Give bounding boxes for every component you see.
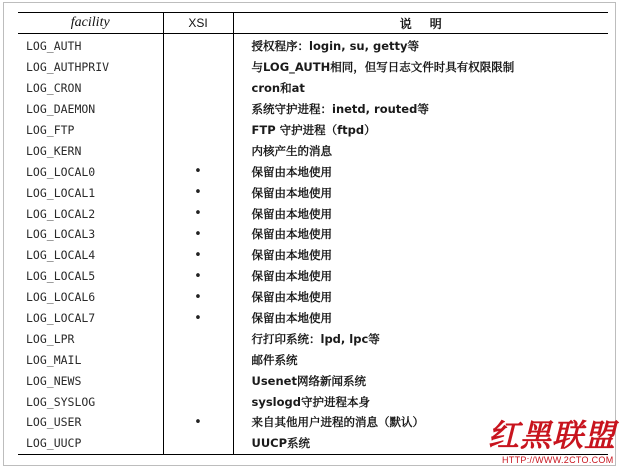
xsi-mark-cell: •: [163, 161, 233, 182]
xsi-mark-cell: •: [163, 308, 233, 329]
description-cell: 授权程序：login, su, getty等: [251, 39, 420, 54]
table-row: [18, 182, 608, 203]
xsi-mark-cell: •: [163, 412, 233, 433]
facility-name-cell: LOG_LOCAL7: [26, 311, 96, 326]
description-cell: 邮件系统: [251, 352, 298, 367]
facility-name-cell: LOG_CRON: [26, 81, 82, 96]
description-cell: 保留由本地使用: [251, 311, 332, 326]
table-row: [18, 308, 608, 329]
description-cell: 来自其他用户进程的消息（默认）: [251, 415, 424, 430]
table-row: [18, 140, 608, 161]
table-header-row: [18, 13, 608, 34]
facility-name-cell: LOG_AUTHPRIV: [26, 60, 110, 75]
facility-name-cell: LOG_LOCAL6: [26, 290, 96, 305]
table-row: [18, 287, 608, 308]
table-body: [18, 34, 608, 455]
table-row: [18, 78, 608, 99]
facility-name-cell: LOG_LOCAL5: [26, 269, 96, 284]
description-cell: 内核产生的消息: [251, 143, 332, 158]
document-frame: [3, 2, 616, 466]
facility-name-cell: LOG_LPR: [26, 331, 75, 346]
description-cell: 保留由本地使用: [251, 206, 332, 221]
xsi-mark-cell: [163, 57, 233, 78]
description-cell: 保留由本地使用: [251, 269, 332, 284]
xsi-mark-cell: [163, 370, 233, 391]
xsi-mark-cell: •: [163, 266, 233, 287]
xsi-mark-cell: [163, 349, 233, 370]
xsi-mark-cell: •: [163, 245, 233, 266]
header-xsi: XSI: [163, 13, 233, 34]
header-description: 说明: [233, 13, 608, 34]
xsi-mark-cell: •: [163, 182, 233, 203]
table-row: [18, 245, 608, 266]
xsi-mark-cell: [163, 391, 233, 412]
table-row: [18, 224, 608, 245]
description-cell: cron和at: [251, 81, 305, 96]
facility-name-cell: LOG_USER: [26, 415, 82, 430]
xsi-mark-cell: [163, 120, 233, 141]
description-cell: 保留由本地使用: [251, 248, 332, 263]
table-row: [18, 120, 608, 141]
facility-name-cell: LOG_LOCAL4: [26, 248, 96, 263]
watermark-url: HTTP://WWW.2CTO.COM: [502, 455, 614, 465]
description-cell: 行打印系统：lpd, lpc等: [251, 331, 380, 346]
table-row: [18, 34, 608, 57]
description-cell: 与LOG_AUTH相同，但写日志文件时具有权限限制: [251, 60, 515, 75]
description-cell: 系统守护进程：inetd, routed等: [251, 102, 429, 117]
table-row: [18, 57, 608, 78]
table-row: [18, 349, 608, 370]
table-row: [18, 370, 608, 391]
table-row: [18, 99, 608, 120]
xsi-mark-cell: [163, 140, 233, 161]
description-cell: syslogd守护进程本身: [251, 394, 370, 409]
xsi-mark-cell: •: [163, 287, 233, 308]
facility-name-cell: LOG_DAEMON: [26, 102, 96, 117]
xsi-mark-cell: [163, 433, 233, 454]
facility-name-cell: LOG_AUTH: [26, 39, 82, 54]
facility-name-cell: LOG_UUCP: [18, 433, 163, 454]
facility-name-cell: LOG_MAIL: [26, 352, 82, 367]
xsi-mark-cell: [163, 99, 233, 120]
xsi-mark-cell: •: [163, 224, 233, 245]
description-cell: 保留由本地使用: [251, 164, 332, 179]
facility-name-cell: LOG_KERN: [26, 143, 82, 158]
table-row: [18, 266, 608, 287]
description-cell: UUCP系统: [233, 433, 608, 454]
facility-name-cell: LOG_NEWS: [26, 373, 82, 388]
watermark-logo: [488, 408, 614, 466]
facility-name-cell: LOG_SYSLOG: [26, 394, 96, 409]
table-row: [18, 203, 608, 224]
watermark-text: 红黑联盟: [488, 418, 616, 454]
facility-name-cell: LOG_LOCAL2: [26, 206, 96, 221]
table-row: [18, 328, 608, 349]
facility-name-cell: LOG_FTP: [26, 123, 75, 137]
xsi-mark-cell: [163, 34, 233, 57]
description-cell: 保留由本地使用: [251, 185, 332, 200]
description-cell: 保留由本地使用: [251, 290, 332, 305]
table-row: [18, 161, 608, 182]
description-cell: Usenet网络新闻系统: [251, 373, 366, 388]
xsi-mark-cell: [163, 78, 233, 99]
facility-name-cell: LOG_LOCAL0: [26, 164, 96, 179]
facility-name-cell: LOG_LOCAL3: [26, 227, 96, 242]
facility-name-cell: LOG_LOCAL1: [26, 185, 96, 200]
description-cell: FTP 守护进程（ftpd）: [251, 123, 376, 137]
xsi-mark-cell: •: [163, 203, 233, 224]
header-facility: facility: [18, 13, 163, 34]
xsi-mark-cell: [163, 328, 233, 349]
facility-table: [18, 12, 608, 455]
description-cell: 保留由本地使用: [251, 227, 332, 242]
